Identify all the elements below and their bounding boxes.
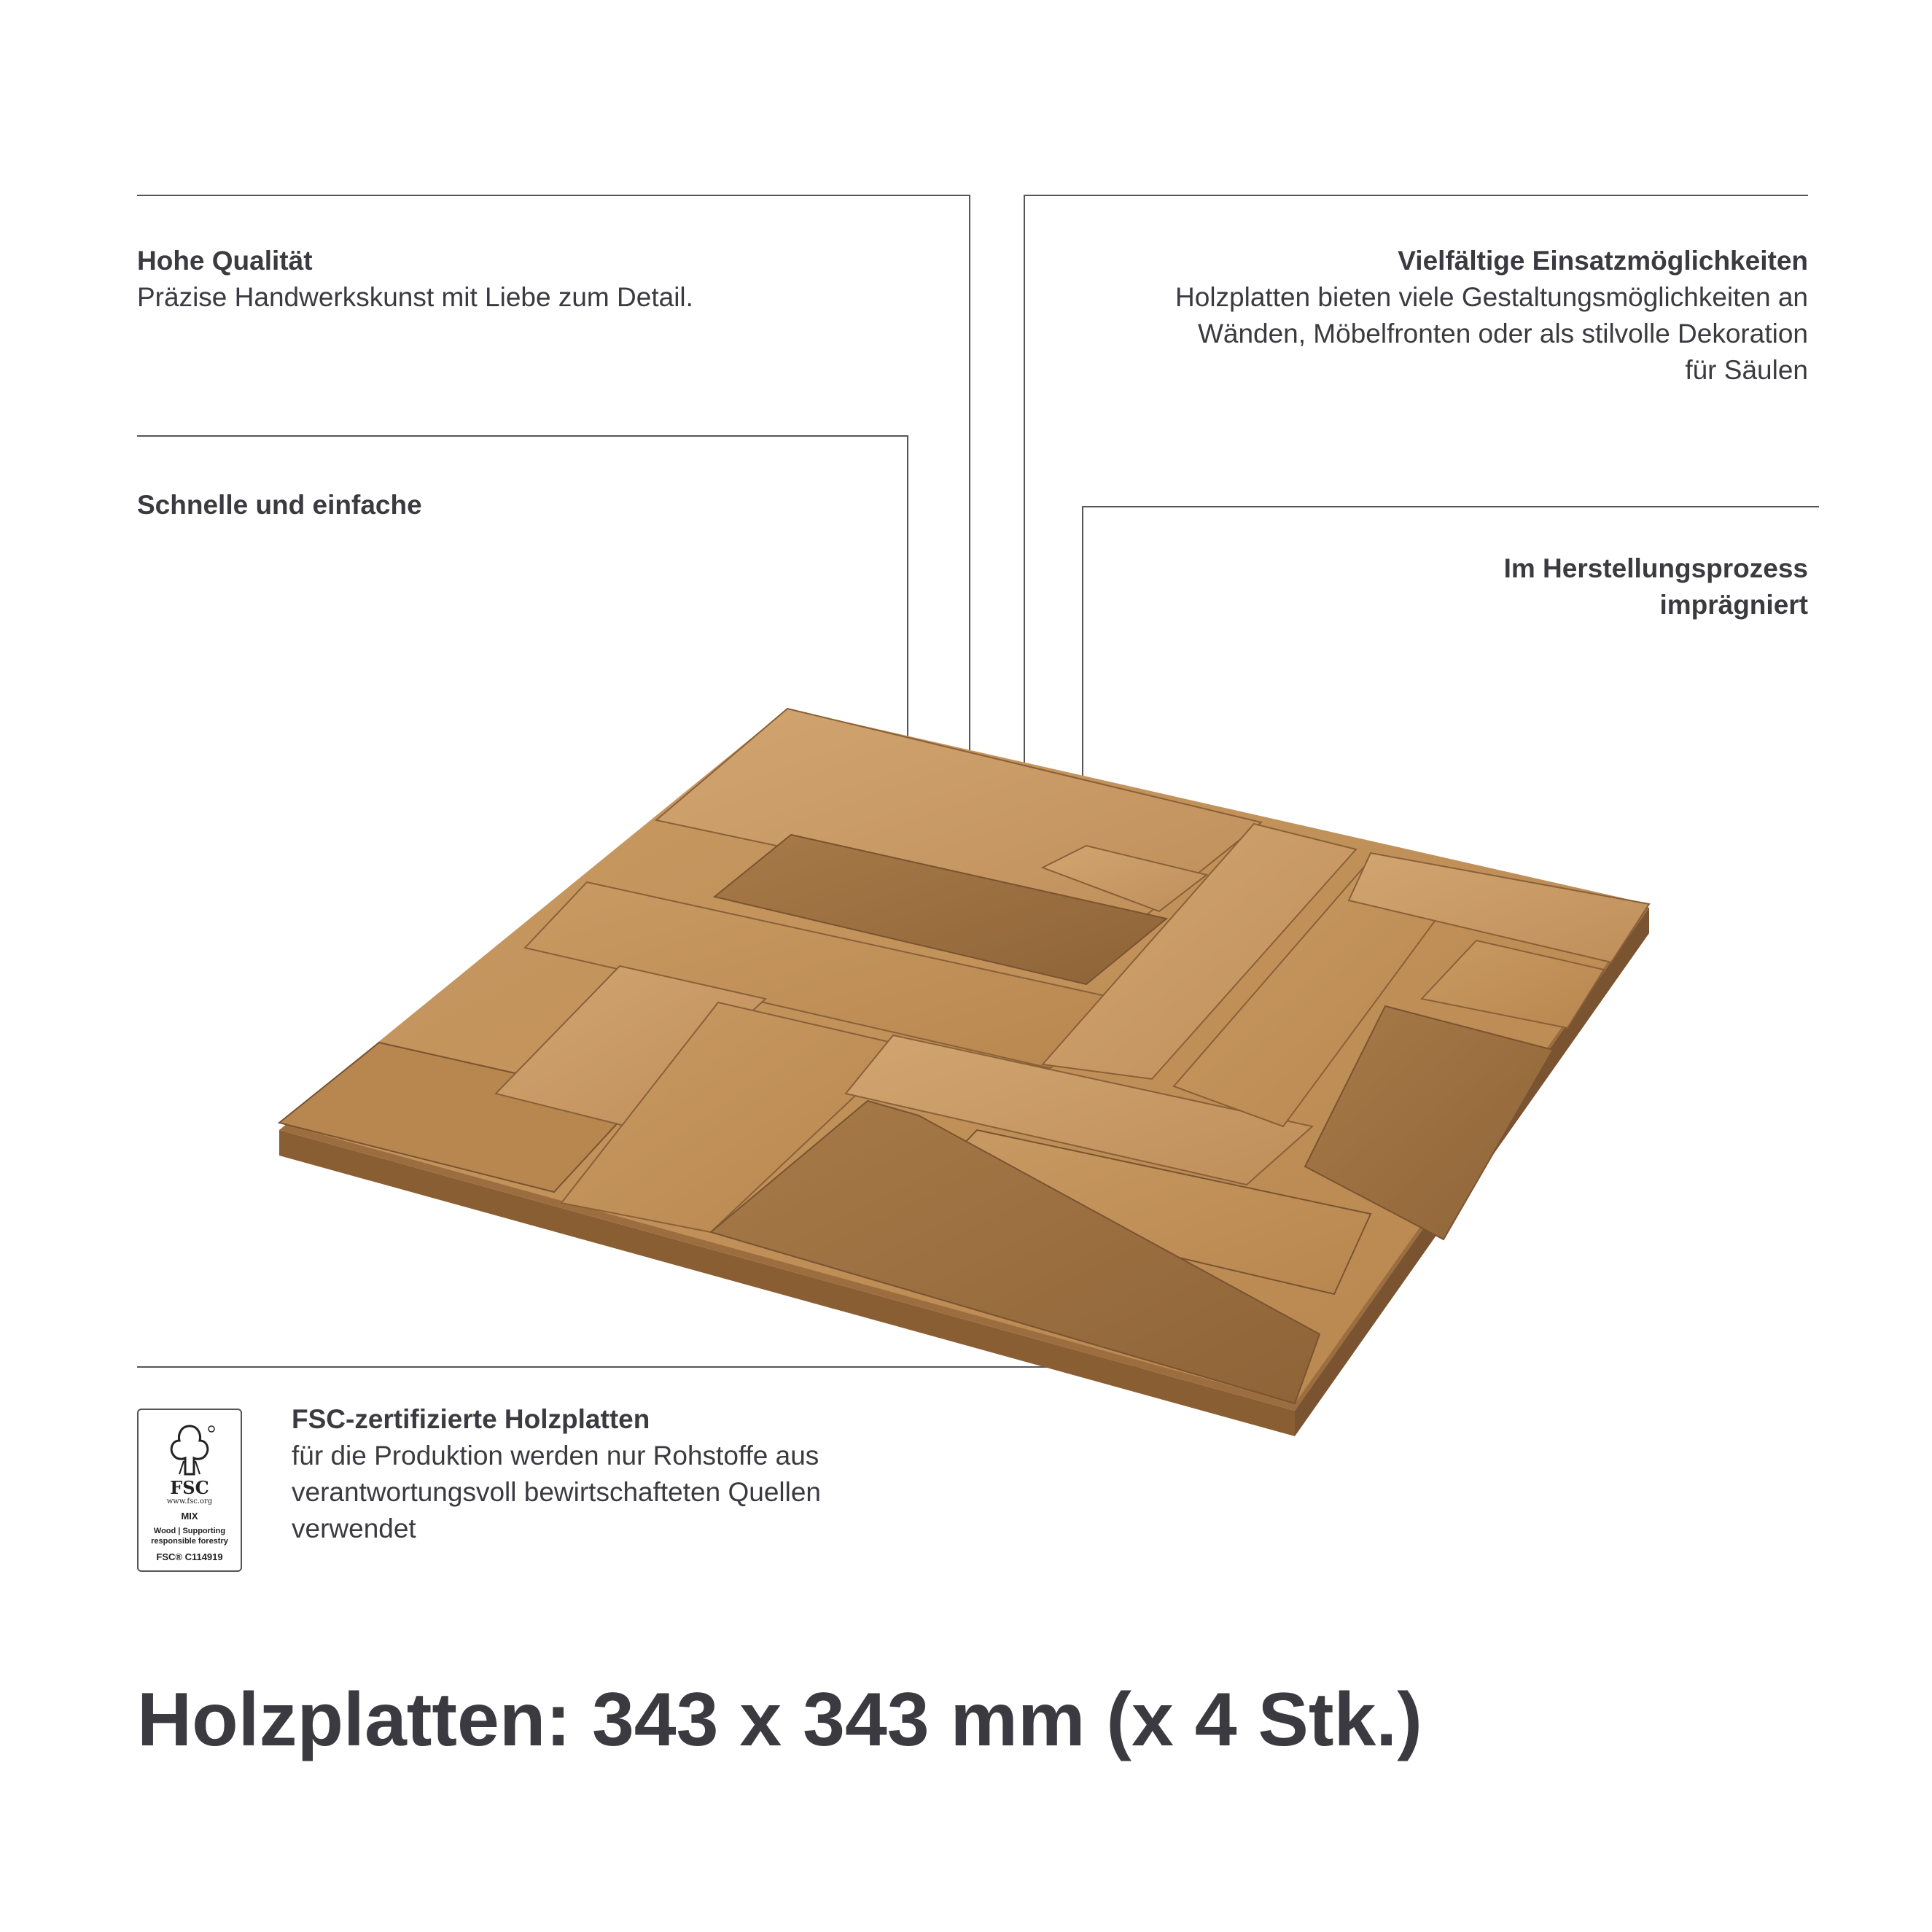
fsc-brand: FSC (170, 1477, 209, 1498)
callout-fsc-line: verwendet (292, 1514, 416, 1543)
fsc-logo (137, 1409, 242, 1572)
fsc-line1: Wood | Supporting (153, 1527, 226, 1535)
callout-quality-text: Präzise Handwerkskunst mit Liebe zum Detail. (137, 282, 693, 312)
callout-quality (137, 243, 693, 316)
fsc-code: FSC® C114919 (156, 1551, 223, 1562)
callout-versatile-line: Holzplatten bieten viele Gestaltungsmöglichkeiten an (1175, 282, 1808, 312)
fsc-url: www.fsc.org (166, 1497, 213, 1506)
callout-quick (137, 487, 422, 523)
callout-versatile (1006, 243, 1808, 389)
product-dimensions-headline: Holzplatten: 343 x 343 mm (x 4 Stk.) (137, 1678, 1422, 1762)
callout-versatile-line: für Säulen (1685, 355, 1808, 385)
fsc-mix: MIX (181, 1511, 198, 1522)
callout-fsc (292, 1401, 821, 1547)
callout-fsc-title: FSC-zertifizierte Holzplatten (292, 1404, 650, 1434)
fsc-line2: responsible forestry (151, 1537, 228, 1546)
callout-versatile-line: Wänden, Möbelfronten oder als stilvolle Dekoration (1197, 319, 1808, 348)
callout-impregnated-line: Im Herstellungsprozess (1503, 553, 1808, 583)
callout-impregnated-line: imprägniert (1659, 590, 1808, 620)
callout-quality-title: Hohe Qualität (137, 246, 313, 276)
callout-versatile-title: Vielfältige Einsatzmöglichkeiten (1398, 246, 1808, 276)
callout-quick-title: Schnelle und einfache (137, 490, 422, 520)
callout-fsc-line: verantwortungsvoll bewirtschafteten Quellen (292, 1477, 821, 1507)
callout-fsc-line: für die Produktion werden nur Rohstoffe aus (292, 1441, 819, 1471)
callout-impregnated (1298, 550, 1808, 623)
